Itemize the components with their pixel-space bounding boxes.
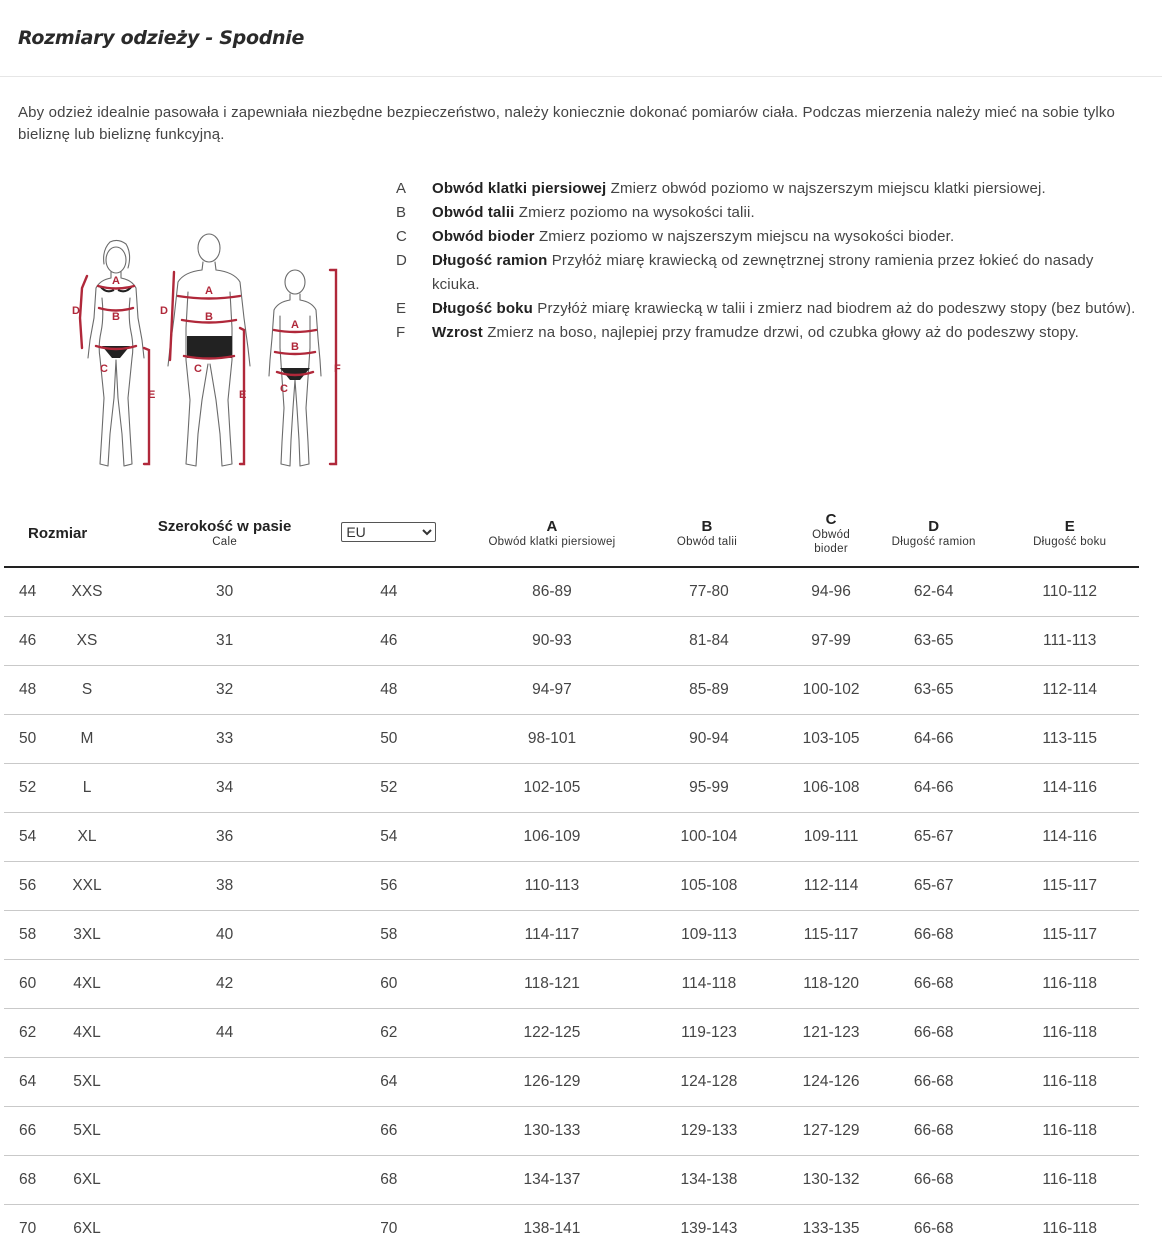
legend-letter: E [396, 300, 407, 317]
unit-select[interactable] [341, 522, 436, 542]
cell-b: 90-94 [623, 715, 795, 764]
cell-c: 121-123 [795, 1009, 867, 1058]
cell-b: 77-80 [623, 567, 795, 617]
table-row [4, 1058, 1139, 1107]
cell-eu: 48 [296, 666, 481, 715]
label-e-man: E [239, 389, 247, 401]
cell-size [4, 960, 153, 1009]
cell-waist: 31 [153, 617, 297, 666]
cell-c: 97-99 [795, 617, 867, 666]
table-row [4, 567, 1139, 617]
legend-term: Obwód talii [432, 204, 515, 221]
cell-d: 63-65 [867, 666, 1000, 715]
cell-size [4, 1009, 153, 1058]
cell-waist: 32 [153, 666, 297, 715]
legend-text: Przyłóż miarę krawiecką w talii i zmierz nad biodrem aż do podeszwy stopy (bez butów). [532, 300, 1136, 317]
cell-size-number: 62 [19, 1024, 37, 1041]
legend-item [396, 249, 1136, 297]
cell-e: 113-115 [1000, 715, 1139, 764]
cell-b: 81-84 [623, 617, 795, 666]
cell-size [4, 862, 153, 911]
header-size: Rozmiar [4, 506, 153, 567]
legend-description [432, 225, 1136, 249]
cell-size-number: 54 [19, 828, 37, 845]
header-a: A Obwód klatki piersiowej [481, 506, 623, 567]
cell-waist: 42 [153, 960, 297, 1009]
cell-a: 86-89 [481, 567, 623, 617]
cell-e: 111-113 [1000, 617, 1139, 666]
legend-letter: D [396, 252, 407, 269]
cell-e: 115-117 [1000, 862, 1139, 911]
cell-e: 116-118 [1000, 1058, 1139, 1107]
cell-eu: 44 [296, 567, 481, 617]
cell-a: 110-113 [481, 862, 623, 911]
cell-size-number: 48 [19, 681, 37, 698]
cell-waist: 40 [153, 911, 297, 960]
cell-c: 109-111 [795, 813, 867, 862]
cell-d: 65-67 [867, 862, 1000, 911]
legend-item [396, 177, 1136, 201]
cell-d: 66-68 [867, 1009, 1000, 1058]
cell-size [4, 1058, 153, 1107]
cell-e: 114-116 [1000, 813, 1139, 862]
legend-text: Przyłóż miarę krawiecką od zewnętrznej strony ramienia przez łokieć do nasady kciuka. [432, 252, 1094, 293]
legend-description [432, 177, 1136, 201]
legend-text: Zmierz poziomo w najszerszym miejscu na wysokości bioder. [534, 228, 955, 245]
label-e-woman: E [148, 389, 156, 401]
cell-c: 133-135 [802, 1220, 860, 1237]
table-row [4, 617, 1139, 666]
table-row [4, 813, 1139, 862]
header-unit-select [296, 506, 481, 567]
measurement-illustration [66, 228, 356, 474]
cell-d: 64-66 [867, 764, 1000, 813]
cell-d: 66-68 [867, 911, 1000, 960]
cell-size-letter: 6XL [73, 1171, 101, 1188]
cell-e: 116-118 [1000, 960, 1139, 1009]
legend-letter: F [396, 324, 406, 341]
cell-e: 116-118 [1042, 1220, 1097, 1237]
cell-d: 65-67 [867, 813, 1000, 862]
cell-c: 130-132 [795, 1156, 867, 1205]
cell-size-letter: XXL [72, 877, 102, 894]
header-c: C Obwód bioder [795, 506, 867, 567]
legend-term: Długość ramion [432, 252, 548, 269]
cell-a: 122-125 [481, 1009, 623, 1058]
cell-b: 109-113 [623, 911, 795, 960]
header-e: E Długość boku [1000, 506, 1139, 567]
table-row [4, 1205, 1139, 1254]
table-row [4, 862, 1139, 911]
cell-waist [153, 1156, 297, 1205]
legend-description [432, 321, 1136, 345]
legend-item [396, 201, 1136, 225]
legend-letter: C [396, 228, 407, 245]
cell-b: 124-128 [623, 1058, 795, 1107]
legend-term: Wzrost [432, 324, 483, 341]
label-c-man: C [194, 363, 202, 375]
cell-eu: 52 [296, 764, 481, 813]
label-c-child: C [280, 383, 288, 395]
cell-c: 100-102 [795, 666, 867, 715]
cell-size-number: 44 [19, 583, 37, 600]
cell-e: 110-112 [1000, 567, 1139, 617]
legend-term: Obwód bioder [432, 228, 535, 245]
cell-size-number: 50 [19, 730, 37, 747]
table-row [4, 1156, 1139, 1205]
title-divider [0, 76, 1162, 77]
cell-d: 66-68 [867, 1058, 1000, 1107]
cell-size-letter: 4XL [73, 1024, 101, 1041]
cell-e: 116-118 [1000, 1156, 1139, 1205]
cell-size-letter: 5XL [73, 1073, 101, 1090]
cell-size [4, 1107, 153, 1156]
header-waist: Szerokość w pasie Cale [153, 506, 297, 567]
label-f-child: F [334, 363, 341, 375]
cell-waist [153, 1205, 297, 1254]
cell-a: 106-109 [481, 813, 623, 862]
label-b-man: B [205, 311, 213, 323]
cell-eu: 62 [296, 1009, 481, 1058]
cell-eu: 46 [296, 617, 481, 666]
cell-e: 114-116 [1000, 764, 1139, 813]
cell-a: 102-105 [481, 764, 623, 813]
table-row [4, 1009, 1139, 1058]
cell-a: 130-133 [481, 1107, 623, 1156]
cell-size-letter: 3XL [73, 926, 101, 943]
cell-waist: 34 [153, 764, 297, 813]
header-b: B Obwód talii [623, 506, 795, 567]
cell-a: 134-137 [481, 1156, 623, 1205]
legend-text: Zmierz obwód poziomo w najszerszym miejscu klatki piersiowej. [606, 180, 1046, 197]
cell-b: 105-108 [623, 862, 795, 911]
cell-b: 119-123 [623, 1009, 795, 1058]
label-d-woman: D [72, 305, 80, 317]
cell-b: 129-133 [623, 1107, 795, 1156]
cell-size-letter: L [82, 779, 92, 796]
cell-d: 66-68 [867, 1156, 1000, 1205]
cell-size-number: 52 [19, 779, 37, 796]
cell-size-letter: S [81, 681, 93, 698]
label-c-woman: C [100, 363, 108, 375]
cell-e: 116-118 [1000, 1107, 1139, 1156]
cell-size-number: 70 [19, 1220, 37, 1237]
cell-size-number: 56 [19, 877, 37, 894]
cell-eu: 58 [296, 911, 481, 960]
cell-size-number: 60 [19, 975, 37, 992]
cell-eu: 64 [296, 1058, 481, 1107]
legend-text: Zmierz na boso, najlepiej przy framudze drzwi, od czubka głowy aż do podeszwy stopy. [482, 324, 1079, 341]
cell-c: 103-105 [795, 715, 867, 764]
legend-description [432, 201, 1136, 225]
cell-waist: 30 [153, 567, 297, 617]
cell-d: 66-68 [913, 1220, 954, 1237]
cell-a: 114-117 [481, 911, 623, 960]
cell-c: 106-108 [795, 764, 867, 813]
page-title: Rozmiary odzieży - Spodnie [18, 27, 305, 49]
cell-a: 94-97 [481, 666, 623, 715]
cell-a: 90-93 [481, 617, 623, 666]
label-a-man: A [205, 285, 213, 297]
label-d-man: D [160, 305, 168, 317]
cell-a: 98-101 [481, 715, 623, 764]
cell-c: 127-129 [795, 1107, 867, 1156]
cell-eu: 50 [296, 715, 481, 764]
cell-a: 138-141 [523, 1220, 581, 1237]
table-header-row [4, 506, 1139, 567]
cell-size-letter: 4XL [73, 975, 101, 992]
cell-d: 64-66 [867, 715, 1000, 764]
cell-b: 85-89 [623, 666, 795, 715]
cell-eu: 60 [296, 960, 481, 1009]
measurement-legend [396, 177, 1136, 345]
cell-waist [153, 1107, 297, 1156]
cell-b: 139-143 [680, 1220, 738, 1237]
cell-size-letter: 6XL [73, 1220, 101, 1237]
cell-size [4, 666, 153, 715]
intro-text: Aby odzież idealnie pasowała i zapewniała niezbędne bezpieczeństwo, należy koniecznie dokonać pomiarów ciała. Podczas mierzenia należy mieć na sobie tylko bieliznę lub bieliznę funkcyjną. [18, 104, 1116, 143]
cell-waist: 38 [153, 862, 297, 911]
cell-c: 124-126 [795, 1058, 867, 1107]
table-row [4, 1107, 1139, 1156]
legend-item [396, 321, 1136, 345]
cell-waist: 44 [153, 1009, 297, 1058]
cell-e: 112-114 [1000, 666, 1139, 715]
table-row [4, 666, 1139, 715]
cell-size-number: 64 [19, 1073, 37, 1090]
cell-waist: 36 [153, 813, 297, 862]
label-a-woman: A [112, 275, 120, 287]
cell-size [4, 567, 153, 617]
label-b-woman: B [112, 311, 120, 323]
cell-waist: 33 [153, 715, 297, 764]
cell-size [4, 1205, 153, 1254]
table-row [4, 960, 1139, 1009]
cell-b: 95-99 [623, 764, 795, 813]
cell-c: 112-114 [795, 862, 867, 911]
cell-a: 126-129 [481, 1058, 623, 1107]
table-row [4, 911, 1139, 960]
cell-size-letter: XL [77, 828, 97, 845]
cell-waist [153, 1058, 297, 1107]
cell-b: 114-118 [623, 960, 795, 1009]
cell-size-letter: 5XL [73, 1122, 101, 1139]
cell-size [4, 715, 153, 764]
cell-c: 94-96 [795, 567, 867, 617]
legend-description [432, 249, 1136, 297]
legend-term: Długość boku [432, 300, 533, 317]
cell-d: 62-64 [867, 567, 1000, 617]
cell-e: 116-118 [1000, 1009, 1139, 1058]
legend-item [396, 225, 1136, 249]
cell-eu: 68 [296, 1156, 481, 1205]
legend-description [432, 297, 1136, 321]
cell-size [4, 813, 153, 862]
cell-size-number: 68 [19, 1171, 37, 1188]
cell-c: 115-117 [795, 911, 867, 960]
cell-size-letter: M [80, 730, 94, 747]
cell-size-number: 58 [19, 926, 37, 943]
cell-d: 66-68 [867, 1107, 1000, 1156]
legend-letter: B [396, 204, 407, 221]
legend-letter: A [396, 180, 407, 197]
size-table [4, 506, 1139, 1253]
cell-b: 100-104 [623, 813, 795, 862]
cell-size-number: 46 [19, 632, 37, 649]
cell-a: 118-121 [481, 960, 623, 1009]
cell-size [4, 1156, 153, 1205]
cell-size [4, 764, 153, 813]
cell-c: 118-120 [795, 960, 867, 1009]
cell-size-letter: XS [76, 632, 98, 649]
cell-size [4, 617, 153, 666]
cell-size [4, 911, 153, 960]
cell-eu: 54 [296, 813, 481, 862]
cell-b: 134-138 [623, 1156, 795, 1205]
cell-eu: 56 [296, 862, 481, 911]
cell-size-letter: XXS [71, 583, 103, 600]
cell-d: 66-68 [867, 960, 1000, 1009]
cell-e: 115-117 [1000, 911, 1139, 960]
cell-d: 63-65 [867, 617, 1000, 666]
legend-text: Zmierz poziomo na wysokości talii. [514, 204, 755, 221]
legend-term: Obwód klatki piersiowej [432, 180, 607, 197]
table-row [4, 715, 1139, 764]
header-d: D Długość ramion [867, 506, 1000, 567]
cell-size-number: 66 [19, 1122, 37, 1139]
label-a-child: A [291, 319, 299, 331]
label-b-child: B [291, 341, 299, 353]
legend-item [396, 297, 1136, 321]
table-row [4, 764, 1139, 813]
cell-eu: 70 [380, 1220, 398, 1237]
cell-eu: 66 [296, 1107, 481, 1156]
